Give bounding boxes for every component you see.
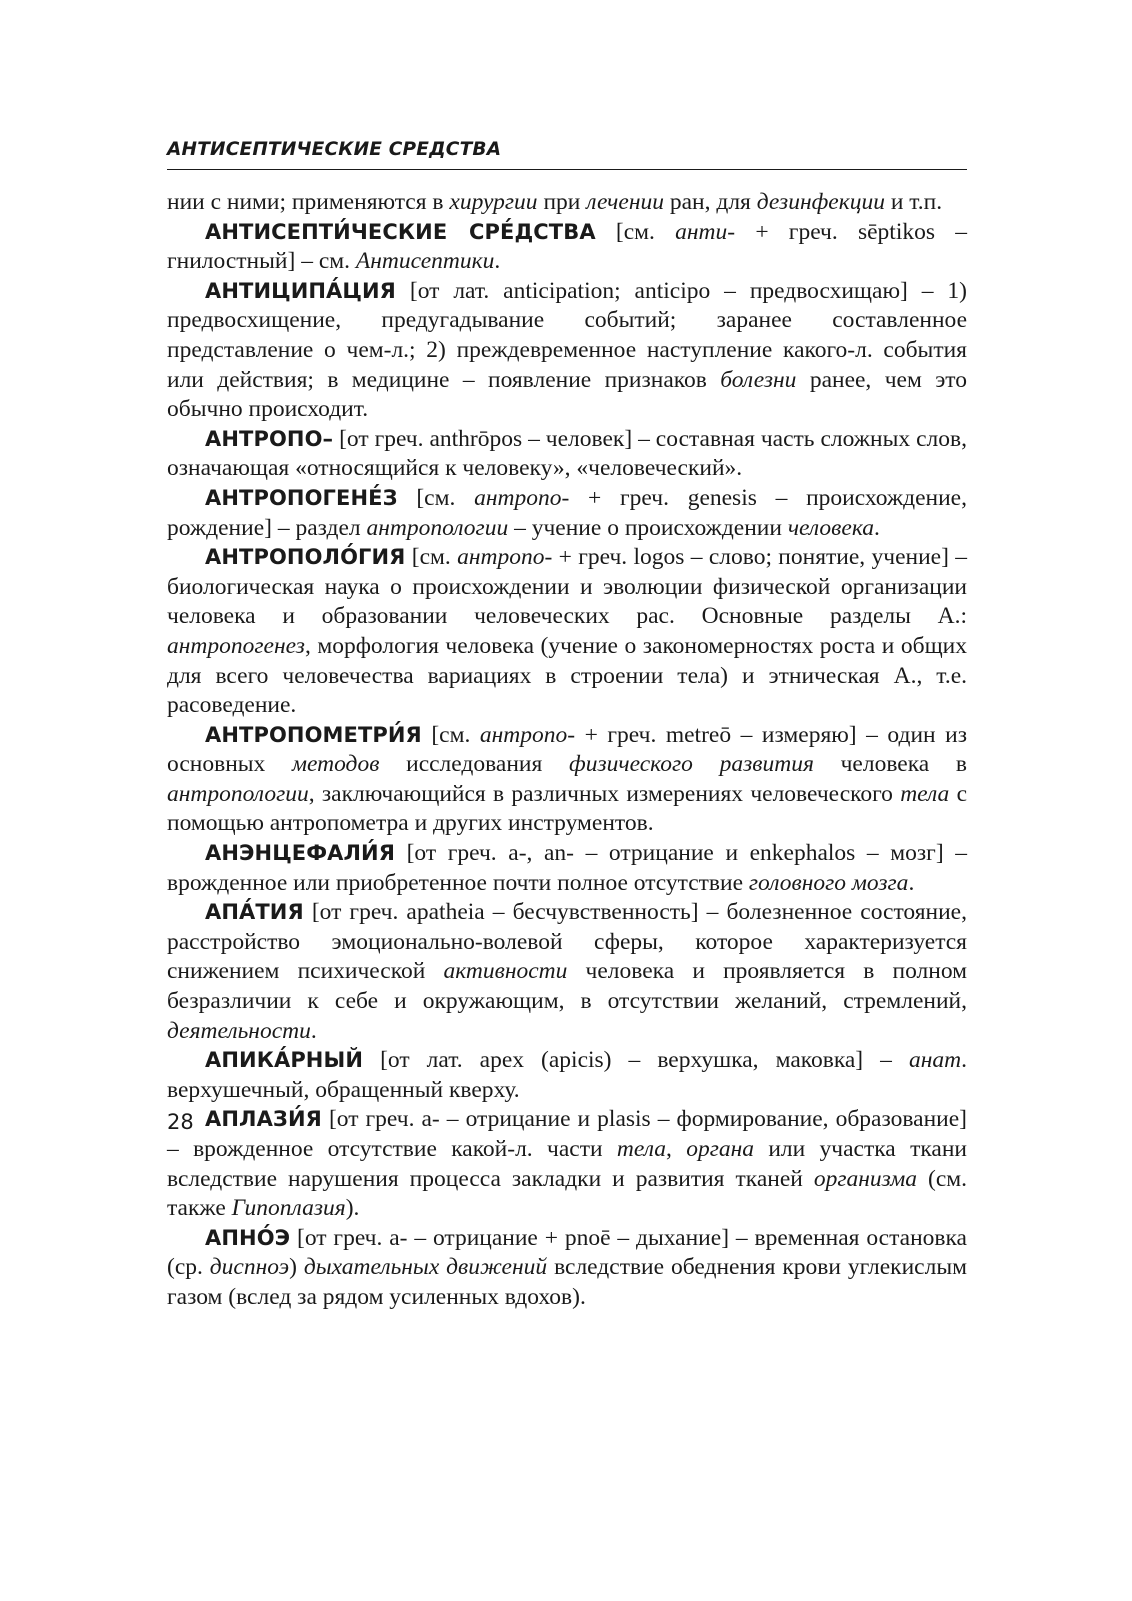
entry-crossref: антропологии — [167, 780, 309, 807]
entry-crossref: головного мозга — [748, 869, 909, 896]
entry-crossref: методов — [292, 751, 380, 778]
entry-text: - + греч. sēptikos – гнилостный] – см. — [167, 218, 967, 275]
entry-headword: АНТИСЕПТИ́ЧЕСКИЕ СРЕ́ДСТВА — [205, 219, 596, 244]
entry-headword: АНТИЦИПА́ЦИЯ — [205, 278, 396, 303]
entry-text: [от греч. apatheia – бесчувственность] – болезненное состояние, расстройство эмоционально-волевой сферы, которое характеризуется снижением психической — [167, 899, 967, 985]
entry-text: ). — [345, 1195, 360, 1222]
entry-headword: АПЛАЗИ́Я — [205, 1107, 322, 1132]
dictionary-entry — [167, 425, 967, 484]
dictionary-entry — [167, 277, 967, 425]
entry-crossref: Антисептики — [355, 248, 495, 275]
entry-crossref: анат — [908, 1047, 962, 1074]
entry-text: [см. — [595, 218, 676, 245]
entry-text: и т.п. — [884, 189, 943, 215]
entry-text: . — [873, 514, 880, 541]
entry-crossref: антропо — [474, 484, 562, 511]
entry-text: человека и проявляется в полном безразличии к себе и окружающим, в отсутствии желаний, стремлений, — [167, 958, 967, 1015]
entry-headword: АНТРОПОМЕТРИ́Я — [205, 722, 422, 747]
dictionary-entry — [167, 721, 967, 839]
entry-text: [см. — [421, 721, 480, 748]
entry-text: - + греч. logos – слово; понятие, учение] – биологическая наука о происхождении и эволюции физической организации человека и образовании человеческих рас. Основные разделы А.: — [167, 544, 967, 630]
entry-text: нии с ними; применяются в — [167, 189, 450, 215]
entry-headword: АНЭНЦЕФАЛИ́Я — [205, 841, 396, 866]
entry-text: [см. — [397, 484, 475, 511]
entry-crossref: хирургии — [449, 189, 538, 215]
dictionary-entry — [167, 543, 967, 721]
entry-text: или участка ткани вследствие нарушения процесса закладки и развития тканей — [167, 1136, 967, 1192]
entry-crossref: антропо — [479, 721, 568, 748]
entry-text: , морфология человека (учение о закономерностях роста и общих для всего человечества вариациях в строении тела) и этническая А., т.е. расоведение. — [167, 632, 967, 719]
entry-continuation — [167, 188, 967, 218]
dictionary-entry — [167, 1105, 967, 1223]
entry-text: с помощью антропометра и других инструментов. — [167, 780, 968, 837]
entry-text: (см. также — [167, 1165, 967, 1222]
dictionary-entry — [167, 839, 967, 898]
entry-headword: АПНО́Э — [205, 1225, 291, 1250]
entry-headword: АНТРОПО– — [205, 426, 334, 451]
entry-text: [от лат. apex (apicis) – верхушка, маковка] – — [363, 1047, 909, 1074]
entry-text: . — [310, 1017, 317, 1044]
entry-crossref: деятельности — [167, 1017, 311, 1044]
entry-crossref: человека — [787, 514, 874, 541]
entry-crossref: организма — [813, 1165, 917, 1192]
entry-crossref: физического развития — [569, 751, 814, 778]
entry-crossref: диспноэ — [209, 1254, 290, 1281]
entry-text: при — [537, 189, 587, 215]
entry-headword: АПИКА́РНЫЙ — [205, 1048, 364, 1073]
entry-text: [от лат. anticipation; anticipo – предвосхищаю] – 1) предвосхищение, предугадывание событий; заранее составленное представление о чем-л.; 2) преждевременное наступление какого-л. события или действия; в медицине – появление признаков — [167, 277, 967, 393]
entry-text: вследствие обеднения крови углекислым газом (вслед за рядом усиленных вдохов). — [167, 1254, 967, 1310]
entry-text: - + греч. genesis – происхождение, рождение] – раздел — [167, 484, 967, 541]
page-number: 28 — [167, 1110, 194, 1134]
entry-text: человека в — [813, 751, 968, 778]
dictionary-entry — [167, 484, 967, 543]
entry-crossref: антропо — [457, 544, 545, 571]
entry-text: ранее, чем это обычно происходит. — [167, 366, 967, 423]
entry-crossref: болезни — [720, 366, 797, 393]
entry-crossref: лечении — [586, 189, 664, 215]
entry-crossref: анти — [675, 218, 728, 245]
entry-crossref: антропологии — [366, 514, 509, 541]
entry-text: [от греч. anthrōpos – человек] – составная часть сложных слов, означающая «относящийся к человеку», «человеческий». — [167, 425, 967, 482]
entry-crossref: Гипоплазия — [231, 1195, 346, 1222]
entry-crossref: дезинфекции — [756, 189, 885, 215]
dictionary-entry — [167, 1046, 967, 1105]
entry-text: ) — [289, 1254, 304, 1281]
entry-text: , — [665, 1136, 687, 1162]
dictionary-entry — [167, 898, 967, 1046]
entry-text: , заключающийся в различных измерениях человеческого — [308, 780, 901, 807]
entry-text: – учение о происхождении — [508, 514, 788, 541]
dictionary-entries — [167, 188, 967, 1313]
entry-crossref: тела — [616, 1136, 666, 1162]
entry-text: . — [908, 869, 915, 896]
dictionary-page — [167, 0, 967, 1601]
dictionary-entry — [167, 218, 967, 277]
entry-headword: АНТРОПОЛО́ГИЯ — [205, 545, 406, 570]
entry-text: ран, для — [663, 189, 757, 215]
entry-headword: АПА́ТИЯ — [205, 900, 304, 925]
entry-crossref: антропогенез — [167, 632, 305, 659]
running-head: АНТИСЕПТИЧЕСКИЕ СРЕДСТВА — [167, 138, 967, 170]
entry-text: . верхушечный, обращенный кверху. — [167, 1047, 967, 1103]
entry-text: [от греч. a- – отрицание и plasis – формирование, образование] – врожденное отсутствие какой-л. части — [167, 1106, 967, 1162]
entry-crossref: тела — [900, 780, 950, 807]
entry-text: исследования — [379, 751, 570, 778]
entry-text: [от греч. a-, an- – отрицание и enkephalos – мозг] – врожденное или приобретенное почти полное отсутствие — [167, 840, 967, 896]
entry-crossref: органа — [686, 1136, 755, 1162]
dictionary-entry — [167, 1224, 967, 1313]
entry-crossref: активности — [443, 958, 568, 985]
entry-crossref: дыхательных движений — [303, 1254, 548, 1281]
entry-text: . — [494, 248, 501, 275]
entry-text: [от греч. a- – отрицание + pnoē – дыхание] – временная остановка (ср. — [167, 1224, 967, 1281]
entry-text: [см. — [405, 544, 458, 571]
entry-text: - + греч. metreō – измеряю] – один из основных — [167, 721, 967, 778]
entry-headword: АНТРОПОГЕНЕ́З — [205, 485, 398, 510]
